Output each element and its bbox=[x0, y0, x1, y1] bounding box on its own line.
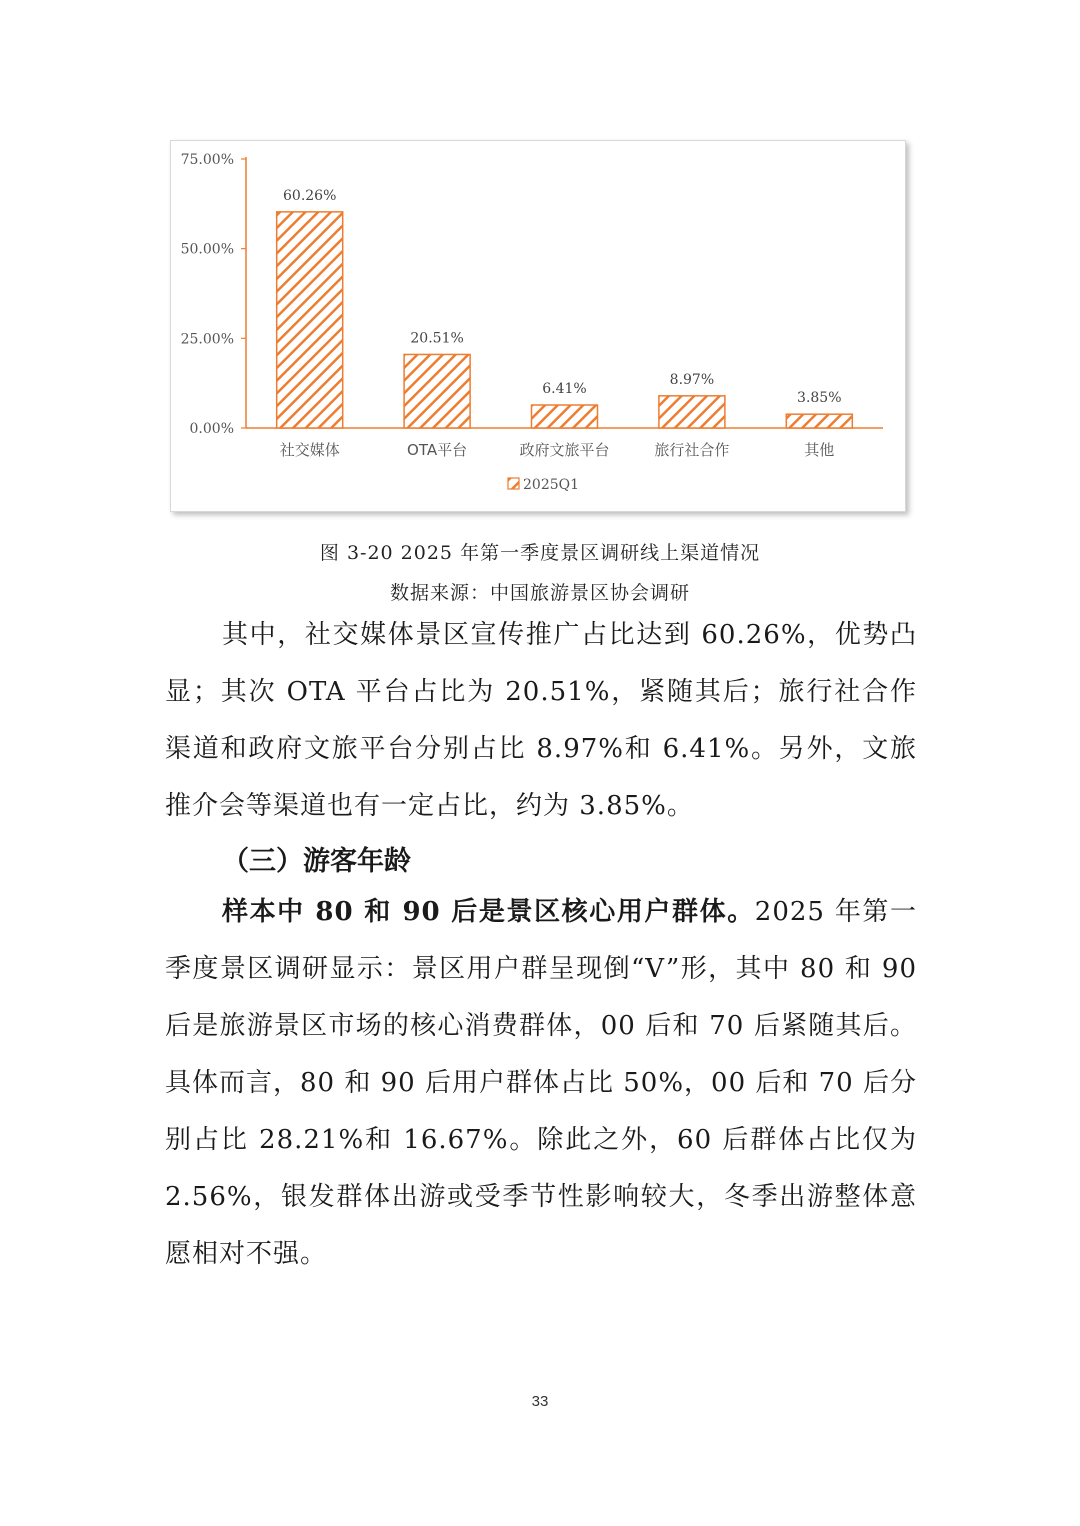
data-label: 3.85% bbox=[797, 390, 842, 407]
bar bbox=[277, 212, 343, 428]
chart-svg bbox=[171, 141, 905, 511]
x-tick-label: 旅行社合作 bbox=[654, 441, 730, 459]
data-label: 20.51% bbox=[410, 330, 464, 347]
x-tick-label: 政府文旅平台 bbox=[519, 441, 610, 459]
x-tick-label: OTA平台 bbox=[407, 441, 468, 459]
bar bbox=[532, 405, 598, 428]
paragraph-age bbox=[165, 884, 917, 1283]
bar bbox=[659, 396, 725, 428]
paragraph-channels: 其中，社交媒体景区宣传推广占比达到 60.26%，优势凸显；其次 OTA 平台占比为 20.51%，紧随其后；旅行社合作渠道和政府文旅平台分别占比 8.97%和 6.41%。另外，文旅推介会等渠道也有一定占比，约为 3.85%。 bbox=[165, 620, 917, 821]
figure-source: 数据来源：中国旅游景区协会调研 bbox=[389, 582, 690, 604]
y-tick-label: 75.00% bbox=[180, 152, 234, 168]
data-label: 6.41% bbox=[542, 381, 587, 398]
data-label: 8.97% bbox=[669, 371, 715, 388]
figure-caption: 图 3-20 2025 年第一季度景区调研线上渠道情况 bbox=[319, 542, 761, 564]
bar-chart bbox=[170, 140, 906, 512]
y-tick-label: 25.00% bbox=[180, 331, 234, 348]
x-tick-label: 其他 bbox=[804, 441, 835, 459]
y-tick-label: 0.00% bbox=[189, 421, 234, 437]
paragraph-age-lead: 样本中 80 和 90 后是景区核心用户群体。 bbox=[222, 897, 755, 927]
section-heading: （三）游客年龄 bbox=[222, 846, 411, 877]
paragraph-age-body: 2025 年第一季度景区调研显示：景区用户群呈现倒“V”形，其中 80 和 90 后是旅游景区市场的核心消费群体，00 后和 70 后紧随其后。具体而言，80 和 90 后用户群体占比 50%，00 后和 70 后分别占比 28.21%和 16.67%。除此之外，60 后群体占比仅为 2.56%，银发群体出游或受季节性影响较大，冬季出游整体意愿相对不强。 bbox=[165, 897, 918, 1269]
bar bbox=[786, 414, 852, 428]
legend-swatch bbox=[508, 478, 519, 489]
x-tick-label: 社交媒体 bbox=[279, 441, 340, 459]
page-number: 33 bbox=[531, 1393, 549, 1410]
data-label: 60.26% bbox=[283, 187, 337, 204]
bar bbox=[404, 354, 470, 428]
y-tick-label: 50.00% bbox=[180, 241, 234, 258]
legend-label: 2025Q1 bbox=[523, 477, 580, 493]
